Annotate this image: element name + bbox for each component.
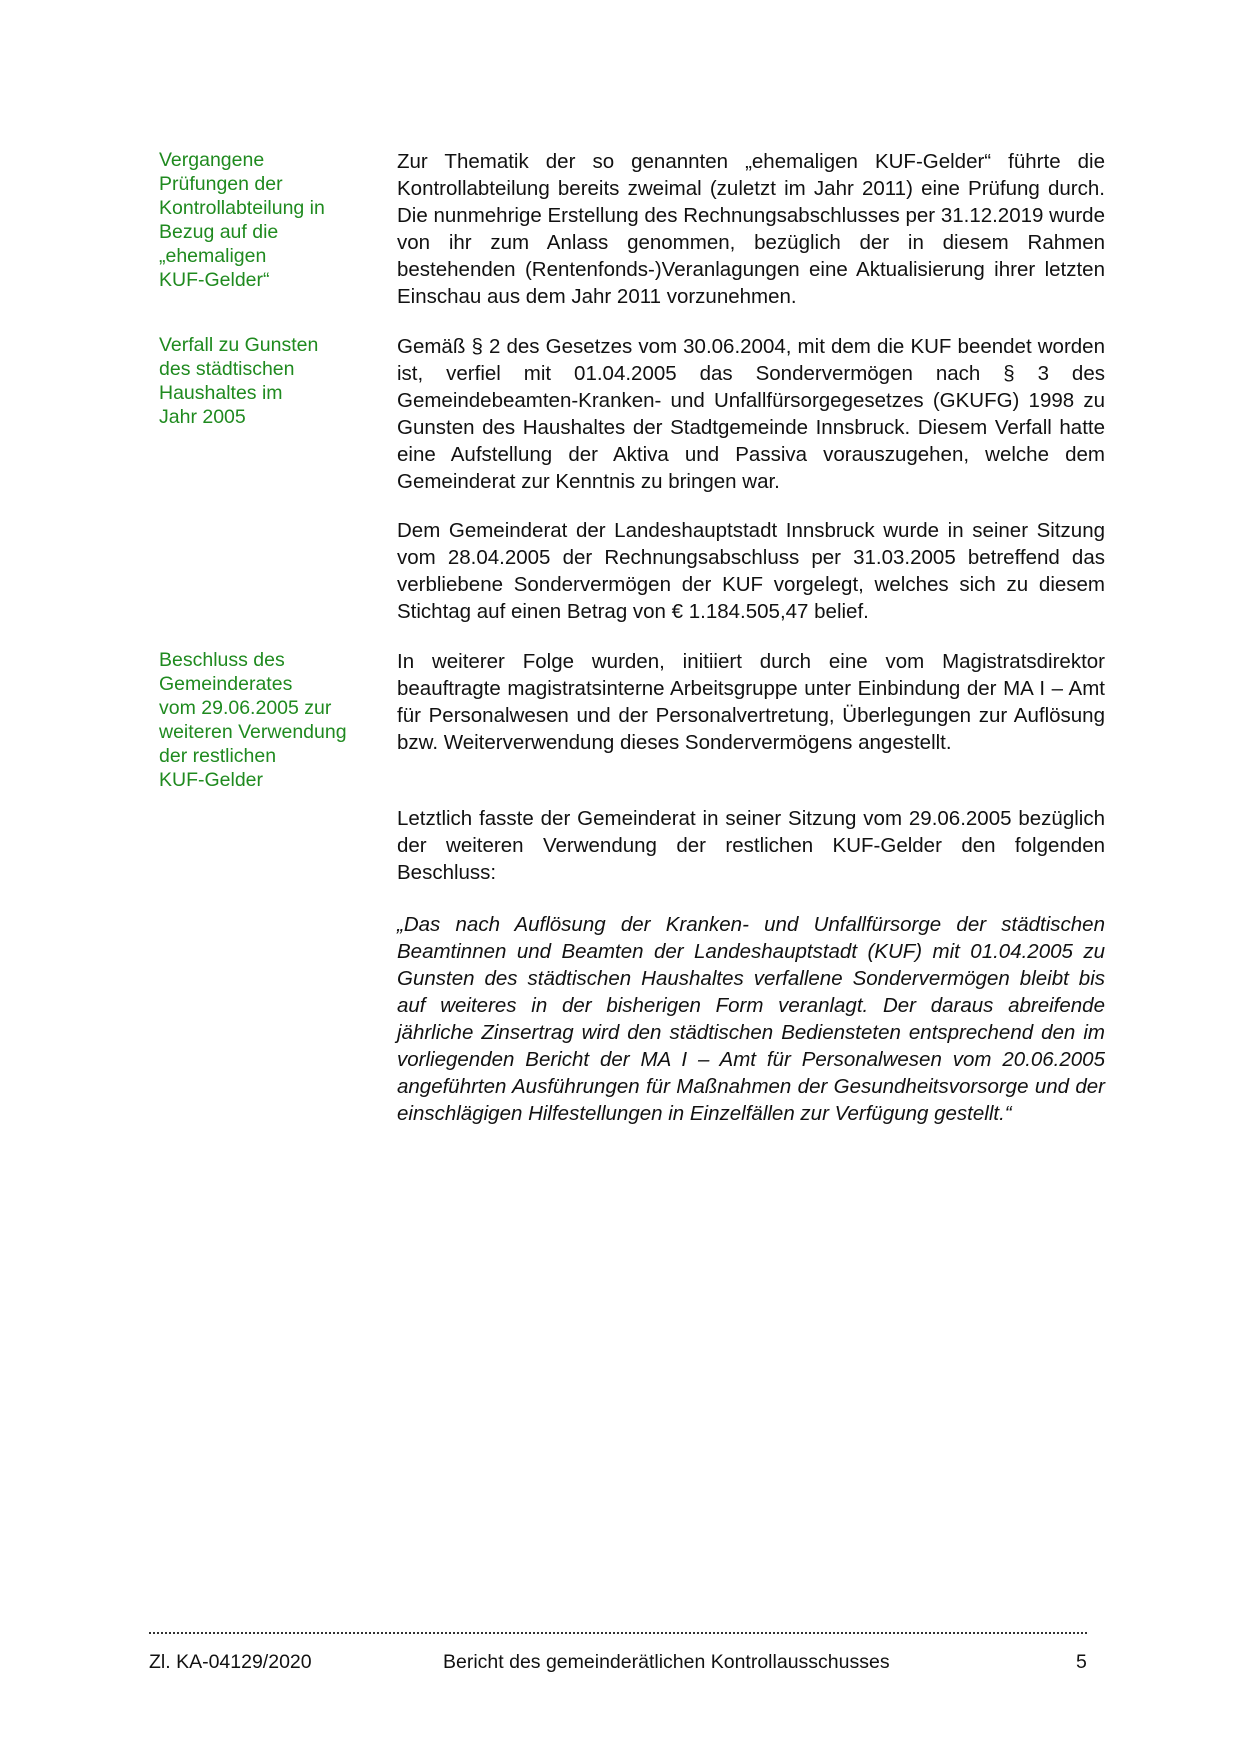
paragraph-forfeiture: Gemäß § 2 des Gesetzes vom 30.06.2004, mit dem die KUF beendet worden ist, verfiel mit 01.04.2005 das Sondervermögen nach § 3 des Gemeindebeamten-Kranken- und Unfallfürsorgegesetzes (GKUFG) 1998 zu Gunsten des Haushaltes der Stadtgemeinde Innsbruck. Diesem Verfall hatte eine Aufstellung der Aktiva und Passiva vorauszugehen, welche dem Gemeinderat zur Kenntnis zu bringen war. (397, 335, 1105, 493)
paragraph-resolution-quote: „Das nach Auflösung der Kranken- und Unfallfürsorge der städtischen Beamtinnen und Beamten der Landeshauptstadt (KUF) mit 01.04.2005 zu Gunsten des städtischen Haushaltes verfallene Sondervermögen bleibt bis auf weiteres in der bisherigen Form veranlagt. Der daraus abreifende jährliche Zinsertrag wird den städtischen Bediensteten entsprechend den im vorliegenden Bericht der MA I – Amt für Personalwesen vom 20.06.2005 angeführten Ausführungen für Maßnahmen der Gesundheitsvorsorge und der einschlägigen Hilfestellungen in Einzelfällen zur Verfügung gestellt.“ (397, 913, 1105, 1125)
margin-note-council-resolution: Beschluss des Gemeinderates vom 29.06.2005 zur weiteren Verwendung der restlichen KUF-Gelder (159, 649, 347, 791)
paragraph-audit-topic: Zur Thematik der so genannten „ehemaligen KUF-Gelder“ führte die Kontrollabteilung bereits zweimal (zuletzt im Jahr 2011) eine Prüfung durch. Die nunmehrige Erstellung des Rechnungsabschlusses per 31.12.2019 wurde von ihr zum Anlass genommen, bezüglich der in diesem Rahmen bestehenden (Rentenfonds-)Veranlagungen eine Aktualisierung ihrer letzten Einschau aus dem Jahr 2011 vorzunehmen. (397, 150, 1105, 308)
footer-divider (149, 1632, 1087, 1634)
margin-note-past-audits: Vergangene Prüfungen der Kontrollabteilung in Bezug auf die „ehemaligen KUF-Gelder“ (159, 149, 325, 291)
margin-note-forfeiture-2005: Verfall zu Gunsten des städtischen Haushaltes im Jahr 2005 (159, 334, 319, 428)
paragraph-council-decision: Letztlich fasste der Gemeinderat in seiner Sitzung vom 29.06.2005 bezüglich der weiteren Verwendung der restlichen KUF-Gelder den folgenden Beschluss: (397, 807, 1105, 884)
paragraph-working-group: In weiterer Folge wurden, initiiert durch eine vom Magistratsdirektor beauftragte magistratsinterne Arbeitsgruppe unter Einbindung der MA I – Amt für Personalwesen und der Personalvertretung, Überlegungen zur Auflösung bzw. Weiterverwendung dieses Sondervermögens angestellt. (397, 650, 1105, 754)
page-number: 5 (1076, 1651, 1087, 1673)
footer-title: Bericht des gemeinderätlichen Kontrollausschusses (443, 1651, 890, 1673)
paragraph-accounts-2005: Dem Gemeinderat der Landeshauptstadt Innsbruck wurde in seiner Sitzung vom 28.04.2005 der Rechnungsabschluss per 31.03.2005 betreffend das verbliebene Sondervermögen der KUF vorgelegt, welches sich zu diesem Stichtag auf einen Betrag von € 1.184.505,47 belief. (397, 519, 1105, 623)
footer-reference: Zl. KA-04129/2020 (149, 1651, 312, 1673)
